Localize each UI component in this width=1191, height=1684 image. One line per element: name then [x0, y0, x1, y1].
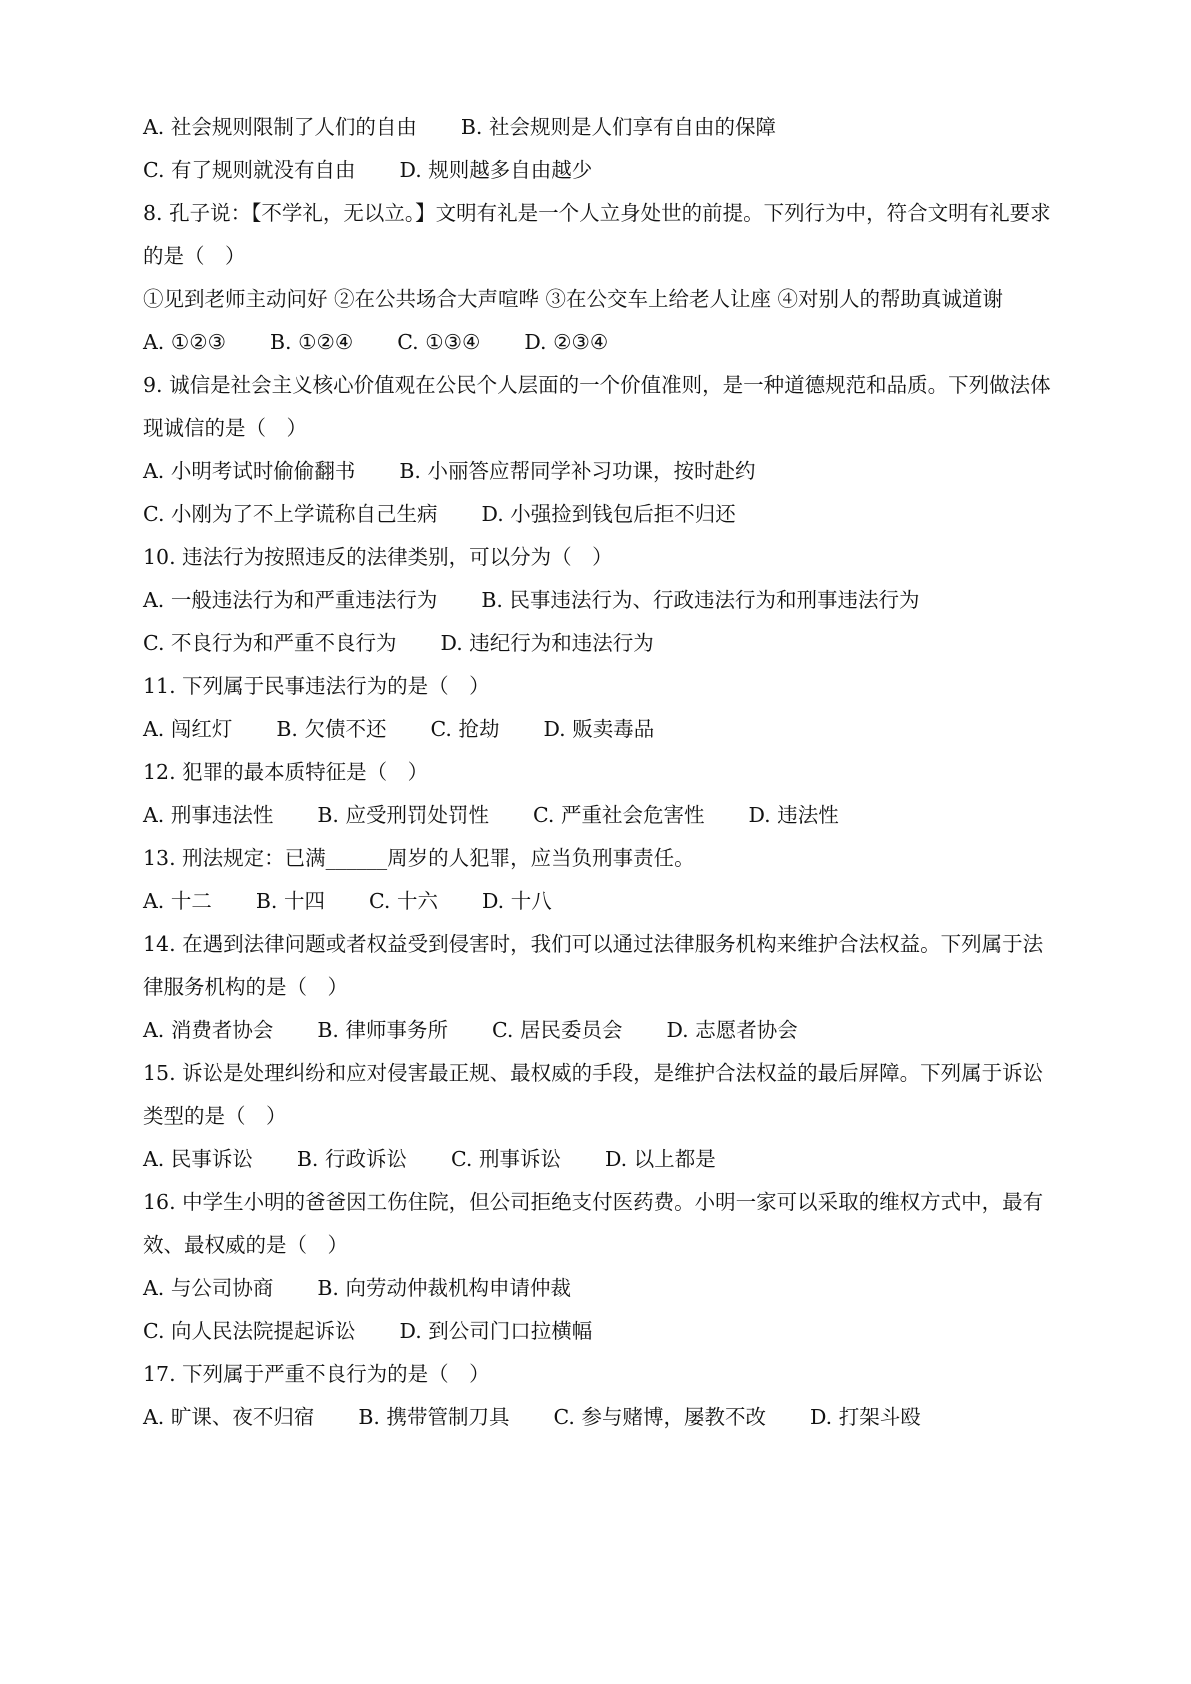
answer-option: D. 违法性	[748, 803, 839, 827]
answer-option: B. 欠债不还	[276, 717, 387, 741]
answer-option: C. ①③④	[397, 330, 481, 354]
answer-option: D. ②③④	[524, 330, 609, 354]
answer-option: C. 有了规则就没有自由	[143, 158, 356, 182]
option-row	[143, 149, 1063, 192]
option-row	[143, 880, 1063, 923]
option-row	[143, 1138, 1063, 1181]
question-text: 9. 诚信是社会主义核心价值观在公民个人层面的一个价值准则，是一种道德规范和品质。下列做法体现诚信的是（ ）	[143, 373, 1051, 440]
answer-option: B. 律师事务所	[317, 1018, 448, 1042]
answer-option: B. 携带管制刀具	[358, 1405, 510, 1429]
answer-option: A. 社会规则限制了人们的自由	[143, 115, 417, 139]
option-row	[143, 106, 1063, 149]
option-row	[143, 1267, 1063, 1310]
answer-option: B. 民事违法行为、行政违法行为和刑事违法行为	[481, 588, 920, 612]
question-text: 17. 下列属于严重不良行为的是（ ）	[143, 1362, 490, 1386]
answer-option: D. 小强捡到钱包后拒不归还	[481, 502, 736, 526]
answer-option: D. 以上都是	[604, 1147, 716, 1171]
answer-option: B. 应受刑罚处罚性	[317, 803, 489, 827]
answer-option: D. 违纪行为和违法行为	[440, 631, 654, 655]
question-text: 10. 违法行为按照违反的法律类别，可以分为（ ）	[143, 545, 613, 569]
answer-option: B. 小丽答应帮同学补习功课，按时赴约	[399, 459, 756, 483]
option-row	[143, 622, 1063, 665]
answer-option: A. 与公司协商	[143, 1276, 274, 1300]
question-text: 15. 诉讼是处理纠纷和应对侵害最正规、最权威的手段，是维护合法权益的最后屏障。下列属于诉讼类型的是（ ）	[143, 1061, 1044, 1128]
answer-option: B. 向劳动仲裁机构申请仲裁	[317, 1276, 571, 1300]
answer-option: C. 小刚为了不上学谎称自己生病	[143, 502, 438, 526]
answer-option: D. 志愿者协会	[666, 1018, 798, 1042]
answer-option: A. 民事诉讼	[143, 1147, 253, 1171]
answer-option: A. ①②③	[143, 330, 226, 354]
option-row	[143, 1396, 1063, 1439]
answer-option: C. 居民委员会	[491, 1018, 623, 1042]
answer-option: B. ①②④	[269, 330, 354, 354]
answer-option: A. 小明考试时偷偷翻书	[143, 459, 356, 483]
question-text: 12. 犯罪的最本质特征是（ ）	[143, 760, 429, 784]
question-text: 11. 下列属于民事违法行为的是（ ）	[143, 674, 490, 698]
exam-page	[143, 106, 1063, 1439]
option-row	[143, 450, 1063, 493]
answer-option: D. 规则越多自由越少	[399, 158, 593, 182]
answer-option: B. 十四	[255, 889, 325, 913]
answer-option: B. 社会规则是人们享有自由的保障	[460, 115, 776, 139]
question-text: 8. 孔子说：【不学礼，无以立。】文明有礼是一个人立身处世的前提。下列行为中，符合文明有礼要求的是（ ）	[143, 201, 1051, 268]
answer-option: C. 抢劫	[430, 717, 500, 741]
answer-option: A. 十二	[143, 889, 212, 913]
option-row	[143, 1310, 1063, 1353]
answer-option: C. 十六	[368, 889, 438, 913]
option-row	[143, 321, 1063, 364]
answer-option: C. 不良行为和严重不良行为	[143, 631, 397, 655]
option-row	[143, 579, 1063, 622]
answer-option: C. 向人民法院提起诉讼	[143, 1319, 356, 1343]
answer-option: A. 闯红灯	[143, 717, 233, 741]
option-row	[143, 794, 1063, 837]
answer-option: A. 旷课、夜不归宿	[143, 1405, 315, 1429]
question-text: 13. 刑法规定：已满______周岁的人犯罪，应当负刑事责任。	[143, 846, 695, 870]
answer-option: D. 打架斗殴	[809, 1405, 921, 1429]
option-row	[143, 493, 1063, 536]
answer-option: A. 一般违法行为和严重违法行为	[143, 588, 438, 612]
answer-option: C. 参与赌博，屡教不改	[553, 1405, 766, 1429]
question-text: 14. 在遇到法律问题或者权益受到侵害时，我们可以通过法律服务机构来维护合法权益。下列属于法律服务机构的是（ ）	[143, 932, 1044, 999]
option-row	[143, 1009, 1063, 1052]
answer-option: D. 十八	[481, 889, 552, 913]
answer-option: A. 刑事违法性	[143, 803, 274, 827]
answer-option: D. 贩卖毒品	[543, 717, 655, 741]
option-row	[143, 708, 1063, 751]
question-text: ①见到老师主动问好 ②在公共场合大声喧哗 ③在公交车上给老人让座 ④对别人的帮助真诚道谢	[143, 287, 1004, 311]
question-text: 16. 中学生小明的爸爸因工伤住院，但公司拒绝支付医药费。小明一家可以采取的维权方式中，最有效、最权威的是（ ）	[143, 1190, 1044, 1257]
answer-option: C. 刑事诉讼	[450, 1147, 561, 1171]
answer-option: C. 严重社会危害性	[532, 803, 705, 827]
answer-option: A. 消费者协会	[143, 1018, 274, 1042]
answer-option: B. 行政诉讼	[296, 1147, 407, 1171]
answer-option: D. 到公司门口拉横幅	[399, 1319, 593, 1343]
